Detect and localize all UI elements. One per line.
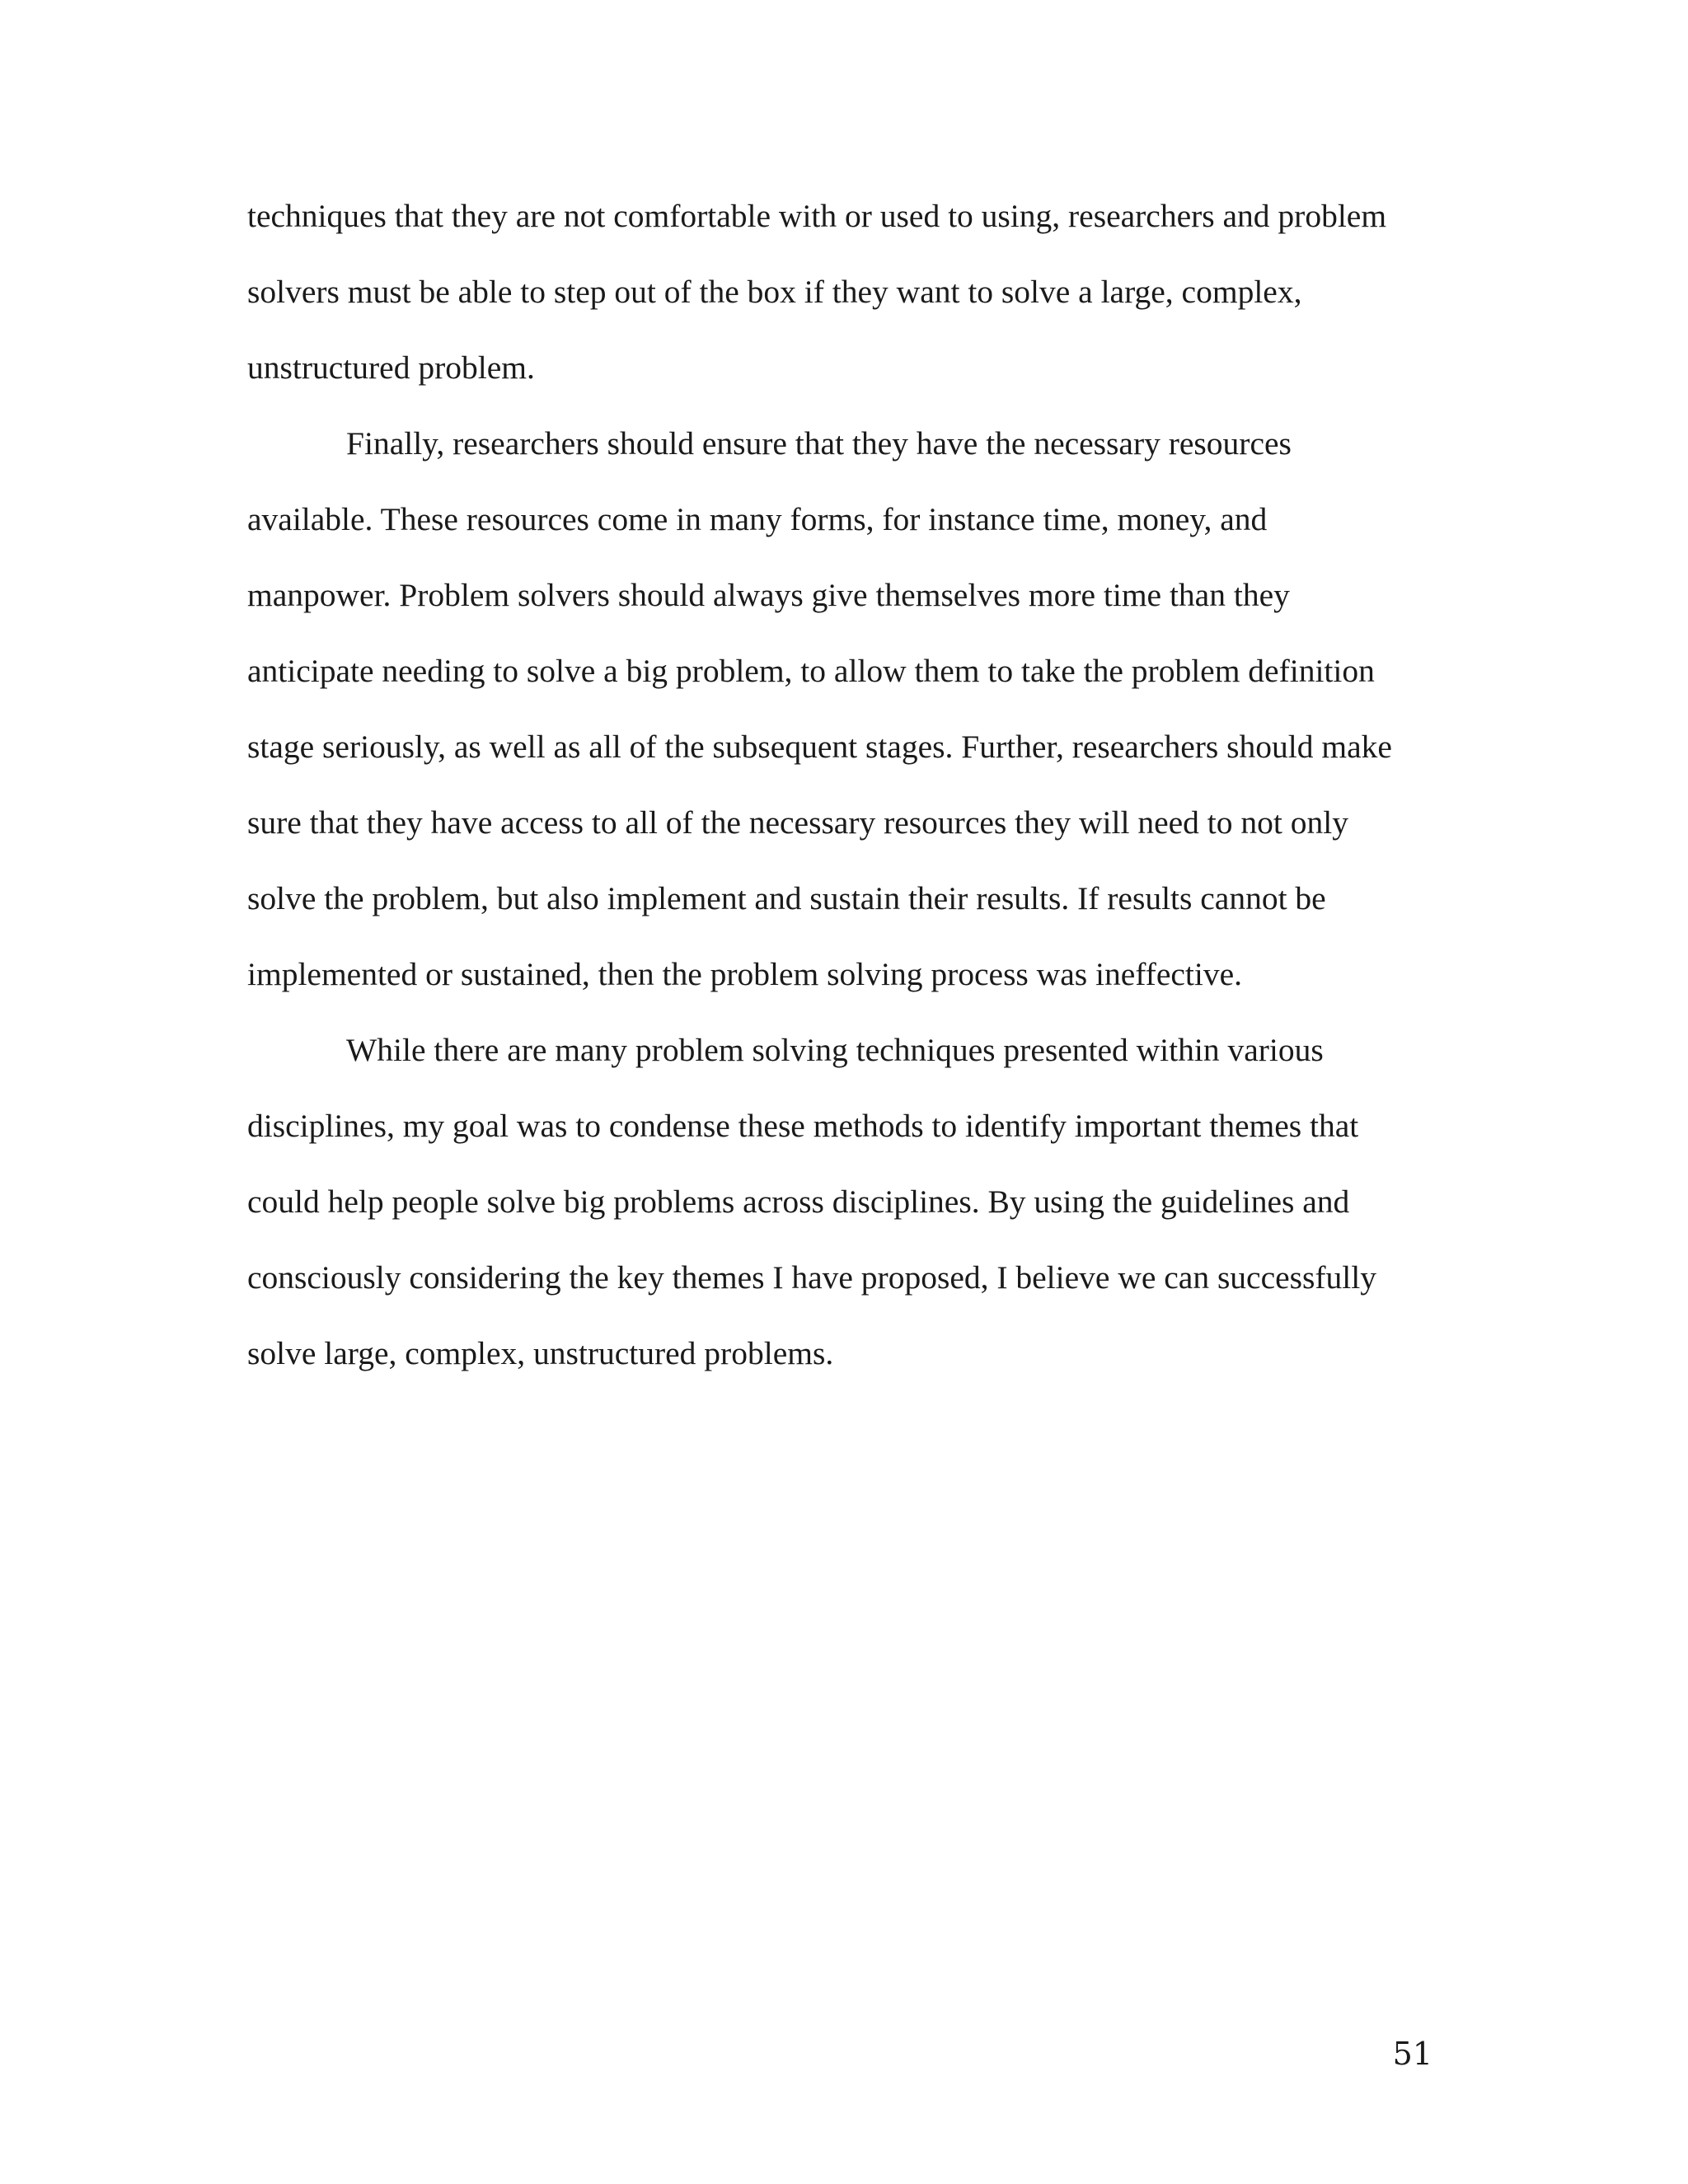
text-line: could help people solve big problems across disciplines. By using the guidelines and bbox=[247, 1183, 1350, 1220]
body-text bbox=[247, 178, 1426, 1391]
paragraph-first-line: Finally, researchers should ensure that they have the necessary resources bbox=[346, 425, 1292, 462]
text-line: implemented or sustained, then the problem solving process was ineffective. bbox=[247, 956, 1243, 992]
text-line: manpower. Problem solvers should always give themselves more time than they bbox=[247, 577, 1290, 613]
text-line: solvers must be able to step out of the box if they want to solve a large, complex, bbox=[247, 274, 1302, 310]
text-line: sure that they have access to all of the necessary resources they will need to not only bbox=[247, 804, 1348, 841]
text-line: consciously considering the key themes I have proposed, I believe we can successfully bbox=[247, 1259, 1377, 1296]
text-line: unstructured problem. bbox=[247, 349, 535, 386]
text-line: available. These resources come in many forms, for instance time, money, and bbox=[247, 501, 1268, 537]
text-line: anticipate needing to solve a big problem, to allow them to take the problem definition bbox=[247, 653, 1375, 689]
page-number: 51 bbox=[1392, 2036, 1432, 2072]
paragraph-first-line: While there are many problem solving techniques presented within various bbox=[346, 1032, 1324, 1068]
text-line: solve large, complex, unstructured problems. bbox=[247, 1335, 834, 1371]
text-line: disciplines, my goal was to condense these methods to identify important themes that bbox=[247, 1108, 1359, 1144]
text-line: techniques that they are not comfortable with or used to using, researchers and problem bbox=[247, 198, 1387, 234]
text-line: solve the problem, but also implement and sustain their results. If results cannot be bbox=[247, 880, 1326, 916]
text-line: stage seriously, as well as all of the subsequent stages. Further, researchers should make bbox=[247, 729, 1392, 765]
